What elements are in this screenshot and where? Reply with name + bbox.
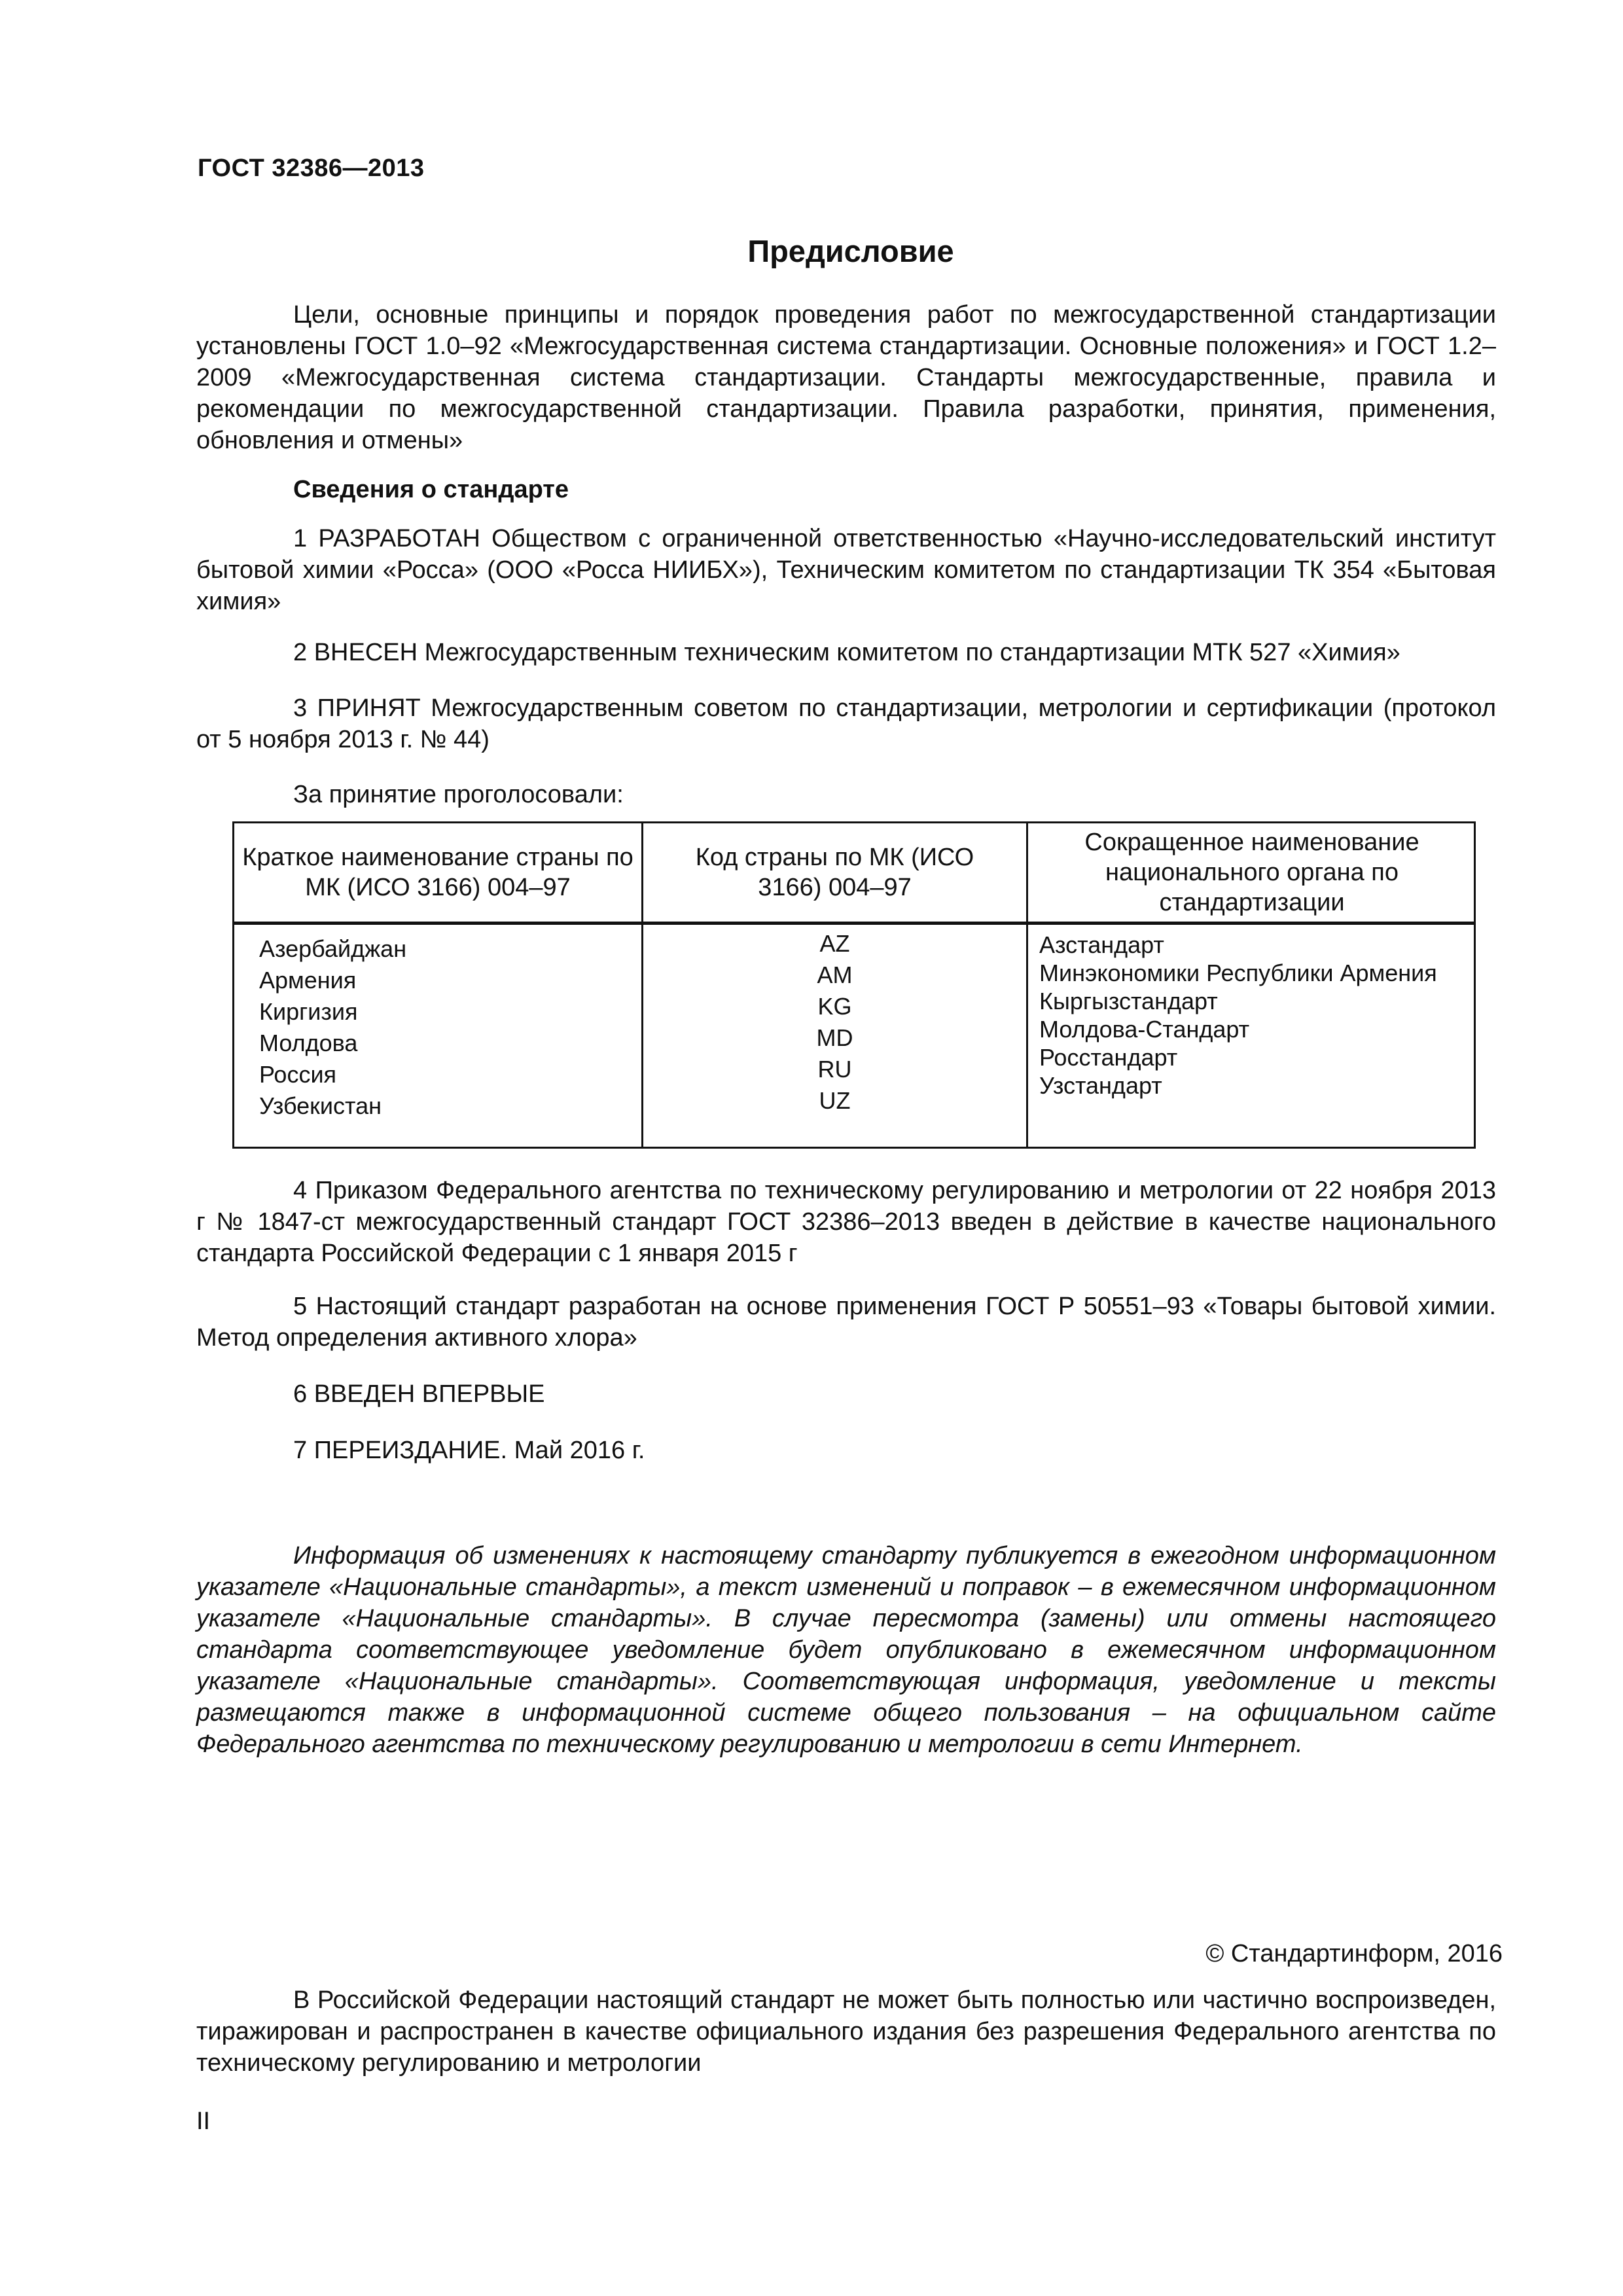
- table-column-code: [643, 928, 1026, 1117]
- copyright: © Стандартинформ, 2016: [1205, 1940, 1503, 1967]
- item-reissue: 7 ПЕРЕИЗДАНИЕ. Май 2016 г.: [293, 1437, 645, 1464]
- table-cell: Россия: [259, 1061, 337, 1088]
- table-cell: Молдова: [259, 1030, 358, 1056]
- item-developed: 1 РАЗРАБОТАН Обществом с ограниченной ответственностью «Научно-исследовательский институт бытовой химии «Росса» (ООО «Росса НИИБХ»), Техническим комитетом по стандартизации ТК 354 «Бытовая химия»: [196, 525, 1496, 615]
- page-title: Предисловие: [747, 234, 954, 268]
- table-header-code: Код страны по МК (ИСО 3166) 004–97: [695, 844, 974, 901]
- table-header-country: Краткое наименование страны по МК (ИСО 3166) 004–97: [242, 844, 633, 901]
- table-cell: Армения: [259, 967, 357, 994]
- item-adopted: 3 ПРИНЯТ Межгосударственным советом по стандартизации, метрологии и сертификации (протокол от 5 ноября 2013 г. № 44): [196, 694, 1496, 753]
- table-cell: Кыргызстандарт: [1039, 988, 1218, 1014]
- item-basis: 5 Настоящий стандарт разработан на основе применения ГОСТ Р 50551–93 «Товары бытовой химии. Метод определения активного хлора»: [196, 1293, 1496, 1352]
- table-cell: UZ: [819, 1087, 851, 1114]
- intro-paragraph: Цели, основные принципы и порядок проведения работ по межгосударственной стандартизации установлены ГОСТ 1.0–92 «Межгосударственная система стандартизации. Основные положения» и ГОСТ 1.2–2009 «Межгосударственная система стандартизации. Стандарты межгосударственные, правила и рекомендации по межгосударственной стандартизации. Правила разработки, принятия, применения, обновления и отмены»: [196, 301, 1496, 454]
- legal-notice: В Российской Федерации настоящий стандарт не может быть полностью или частично воспроизведен, тиражирован и распространен в качестве официального издания без разрешения Федерального агентства по техническому регулированию и метрологии: [196, 1986, 1496, 2077]
- table-cell: Азербайджан: [259, 935, 407, 962]
- voted-label: За принятие проголосовали:: [293, 781, 624, 808]
- page-number: II: [196, 2108, 211, 2135]
- item-first-introduced: 6 ВВЕДЕН ВПЕРВЫЕ: [293, 1380, 545, 1408]
- table-header-divider: [234, 922, 1474, 925]
- table-cell: AZ: [819, 930, 850, 957]
- table-cell: MD: [816, 1024, 853, 1051]
- voting-table: [232, 821, 1476, 1149]
- table-cell: Узстандарт: [1039, 1072, 1162, 1099]
- table-cell: AM: [817, 961, 853, 988]
- table-cell: RU: [817, 1056, 852, 1083]
- info-heading: Сведения о стандарте: [293, 476, 569, 503]
- table-cell: Росстандарт: [1039, 1044, 1178, 1071]
- table-cell: Узбекистан: [259, 1092, 382, 1119]
- item-enacted: 4 Приказом Федерального агентства по техническому регулированию и метрологии от 22 ноября 2013 г № 1847-ст межгосударственный стандарт ГОСТ 32386–2013 введен в действие в качестве национального стандарта Российской Федерации с 1 января 2015 г: [196, 1177, 1496, 1267]
- table-header-body: Сокращенное наименование национального органа по стандартизации: [1084, 829, 1419, 916]
- table-cell: Минэкономики Республики Армения: [1039, 960, 1437, 986]
- table-column-body: [1039, 931, 1437, 1100]
- item-submitted: 2 ВНЕСЕН Межгосударственным техническим комитетом по стандартизации МТК 527 «Химия»: [293, 639, 1400, 666]
- table-cell: KG: [817, 993, 852, 1020]
- document-id: ГОСТ 32386—2013: [198, 154, 425, 182]
- table-cell: Киргизия: [259, 998, 358, 1025]
- table-cell: Молдова-Стандарт: [1039, 1016, 1250, 1043]
- table-column-country: [259, 933, 406, 1122]
- changes-info: Информация об изменениях к настоящему стандарту публикуется в ежегодном информационном указателе «Национальные стандарты», а текст изменений и поправок – в ежемесячном информационном указателе «Национальные стандарты». В случае пересмотра (замены) или отмены настоящего стандарта соответствующее уведомление будет опубликовано в ежемесячном информационном указателе «Национальные стандарты». Соответствующая информация, уведомление и тексты размещаются также в информационной системе общего пользования – на официальном сайте Федерального агентства по техническому регулированию и метрологии в сети Интернет.: [196, 1542, 1496, 1758]
- table-cell: Азстандарт: [1039, 931, 1164, 958]
